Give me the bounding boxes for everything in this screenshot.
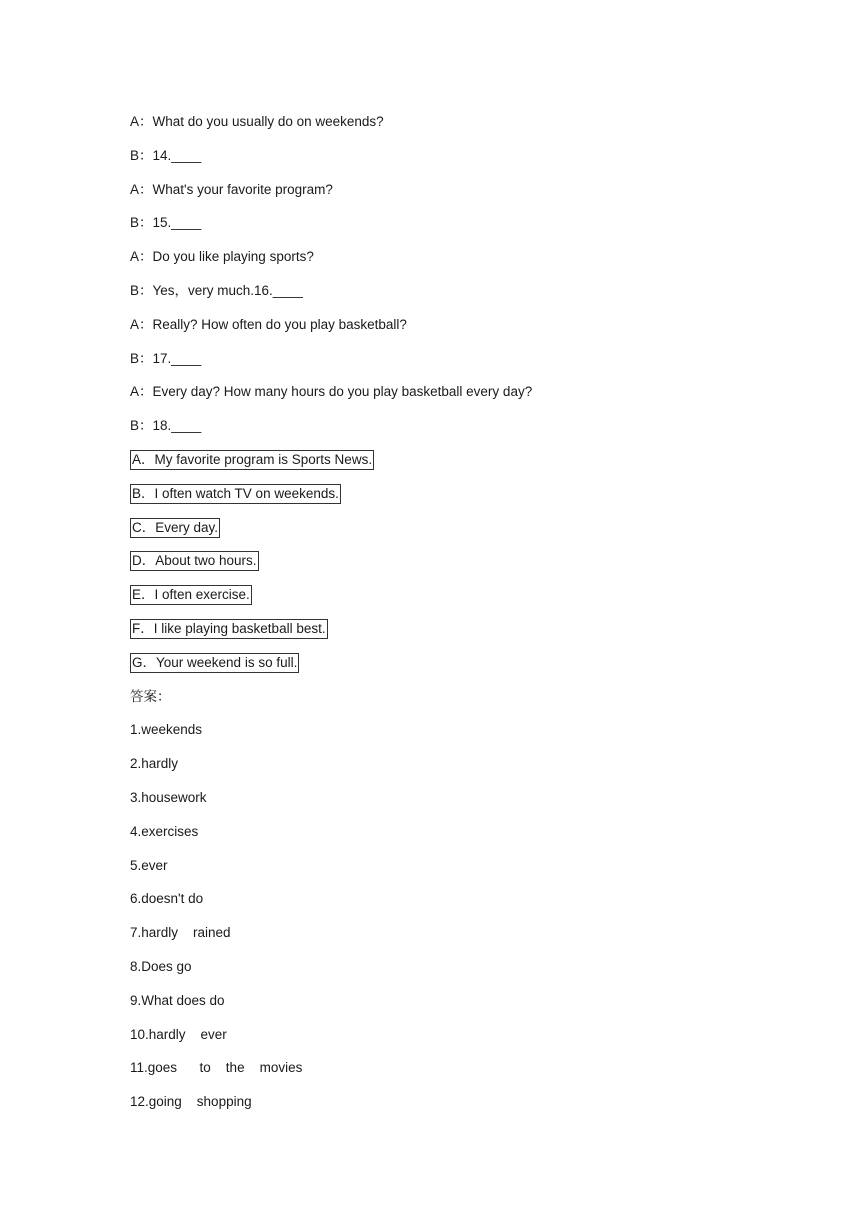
option-row [130, 619, 532, 653]
dialogue-line: A：What do you usually do on weekends? [130, 114, 384, 129]
answer-item: 4.exercises [130, 823, 199, 839]
dialogue-line: A：Really? How often do you play basketball? [130, 316, 407, 332]
option-row [130, 585, 532, 619]
dialogue-line: B：Yes，very much.16.____ [130, 282, 303, 298]
dialogue-line: B：14.____ [130, 147, 202, 163]
dialogue-line: A：Do you like playing sports? [130, 249, 314, 265]
options-section [130, 450, 532, 687]
answers-section [130, 687, 532, 1126]
answer-item: 2.hardly [130, 756, 179, 772]
option-row [130, 551, 532, 585]
answers-title: 答案： [130, 688, 171, 705]
answer-item: 7.hardly rained [130, 925, 231, 941]
option-d: D．About two hours. [130, 551, 259, 571]
option-g: G．Your weekend is so full. [130, 653, 299, 673]
answer-item: 12.going shopping [130, 1094, 252, 1110]
answer-item: 5.ever [130, 857, 168, 873]
option-row [130, 518, 532, 552]
dialogue-line: B：18.____ [130, 418, 202, 434]
answer-item: 9.What does do [130, 992, 225, 1008]
content-column [130, 112, 532, 1126]
answer-item: 11.goes to the movies [130, 1060, 303, 1076]
answer-item: 8.Does go [130, 958, 192, 974]
answer-item: 6.doesn't do [130, 891, 204, 907]
option-e: E．I often exercise. [130, 585, 252, 605]
answer-item: 10.hardly ever [130, 1026, 227, 1042]
option-row [130, 450, 532, 484]
option-row [130, 653, 532, 687]
option-row [130, 484, 532, 518]
answer-item: 3.housework [130, 789, 207, 805]
dialogue-line: B：15.____ [130, 215, 202, 231]
option-b: B．I often watch TV on weekends. [130, 484, 341, 504]
dialogue-section [130, 112, 532, 450]
answer-item: 1.weekends [130, 722, 203, 738]
option-a: A．My favorite program is Sports News. [130, 450, 374, 470]
option-f: F．I like playing basketball best. [130, 619, 328, 639]
dialogue-line: A：Every day? How many hours do you play basketball every day? [130, 384, 533, 400]
option-c: C．Every day. [130, 518, 220, 538]
dialogue-line: B：17.____ [130, 350, 202, 366]
dialogue-line: A：What's your favorite program? [130, 181, 333, 197]
